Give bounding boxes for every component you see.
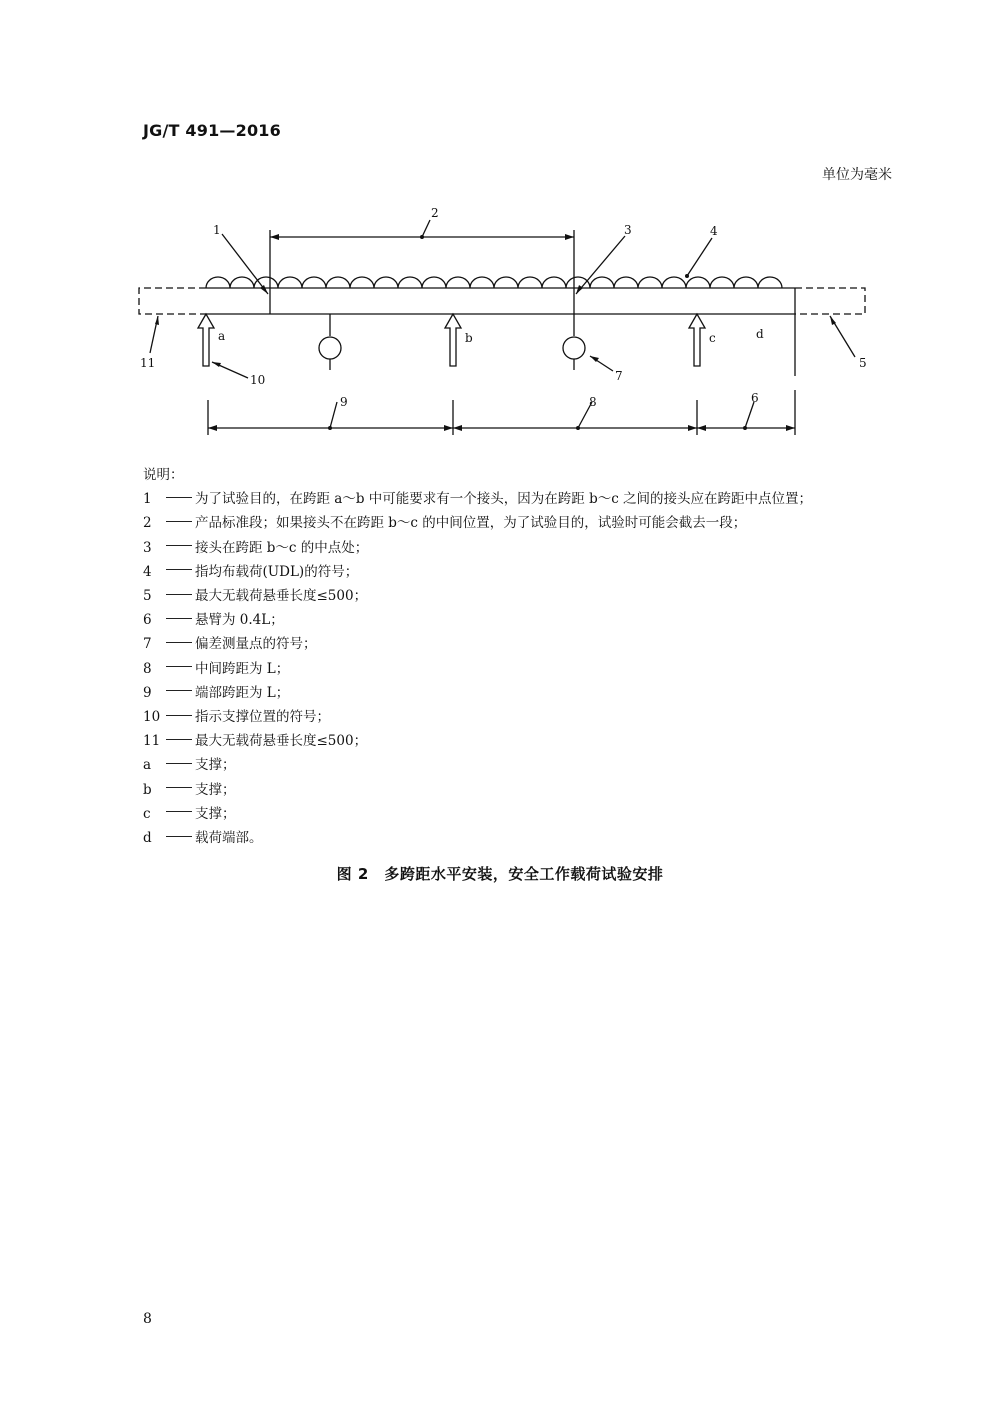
legend-item [143,826,812,850]
legend-text: 中间跨距为 L； [195,660,290,677]
figure-diagram [0,190,1000,440]
standard-code: JG/T 491—2016 [143,121,281,140]
callout-10: 10 [250,373,266,387]
legend-item [143,584,812,608]
legend-key: c [143,805,151,822]
legend-item [143,487,812,511]
udl-arc [518,277,542,288]
legend-dash [166,569,192,570]
legend-dash [166,811,192,812]
overhang-right [795,288,865,314]
legend-dash [166,739,192,740]
legend-key: 3 [143,539,152,556]
legend-text: 最大无载荷悬垂长度≤500； [195,733,368,750]
callout-6: 6 [751,391,759,405]
legend-item [143,778,812,802]
legend-item [143,681,812,705]
legend-text: 指均布载荷(UDL)的符号； [195,563,359,580]
legend-key: 10 [143,709,161,726]
legend-item [143,511,812,535]
legend-item [143,705,812,729]
legend-key: d [143,830,152,847]
udl-arc [470,277,494,288]
callout-1: 1 [213,223,221,237]
legend-text: 悬臂为 0.4L； [195,612,284,629]
legend-key: a [143,757,152,774]
legend-text: 支撑； [195,781,236,798]
udl-arc [254,277,278,288]
legend-dash [166,787,192,788]
udl-arc [446,277,470,288]
legend-text: 接头在跨距 b～c 的中点处； [195,539,369,556]
legend-text: 为了试验目的，在跨距 a～b 中可能要求有一个接头，因为在跨距 b～c 之间的接头应在跨距中点位置； [195,491,813,508]
callout-7: 7 [615,369,623,383]
legend-key: 6 [143,612,152,629]
legend-item [143,560,812,584]
legend-key: b [143,781,152,798]
legend-text: 最大无载荷悬垂长度≤500； [195,588,368,605]
legend-item [143,608,812,632]
udl-arc [422,277,446,288]
legend-key: 5 [143,588,152,605]
deflection-point-1 [319,337,341,359]
udl-symbols [206,277,782,288]
support-label-b: b [465,331,473,345]
legend-key: 2 [143,515,152,532]
legend-key: 4 [143,563,152,580]
legend-dash [166,545,192,546]
callout-9: 9 [340,395,348,409]
support-label-a: a [218,329,226,343]
udl-arc [302,277,326,288]
legend-dash [166,642,192,643]
callout-8: 8 [589,395,597,409]
udl-arc [350,277,374,288]
legend-list [143,487,812,850]
udl-arc [374,277,398,288]
support-b [445,314,461,366]
udl-arc [662,277,686,288]
udl-arc [614,277,638,288]
legend-item [143,657,812,681]
legend-item [143,729,812,753]
udl-arc [638,277,662,288]
legend-dash [166,690,192,691]
page-number: 8 [143,1311,152,1327]
legend-item [143,632,812,656]
callout-11: 11 [140,356,156,370]
callout-5: 5 [859,356,867,370]
legend-item [143,753,812,777]
legend-dash [166,594,192,595]
legend-title: 说明： [143,467,184,483]
legend-key: 7 [143,636,152,653]
legend-key: 8 [143,660,152,677]
support-label-d: d [756,327,764,341]
callout-4: 4 [710,224,718,238]
deflection-point-2 [563,337,585,359]
unit-note: 单位为毫米 [822,167,892,183]
legend-dash [166,836,192,837]
legend-dash [166,715,192,716]
udl-arc [758,277,782,288]
udl-arc [590,277,614,288]
udl-arc [326,277,350,288]
udl-arc [278,277,302,288]
legend-text: 产品标准段；如果接头不在跨距 b～c 的中间位置，为了试验目的，试验时可能会截去一段； [195,515,747,532]
legend-text: 偏差测量点的符号； [195,636,317,653]
udl-arc [686,277,710,288]
support-a [198,314,214,366]
legend-dash [166,666,192,667]
support-label-c: c [709,331,716,345]
udl-arc [494,277,518,288]
legend-text: 支撑； [195,805,236,822]
udl-arc [542,277,566,288]
udl-arc [710,277,734,288]
callout-2: 2 [431,206,439,220]
callout-3: 3 [624,223,632,237]
legend-item [143,802,812,826]
legend-dash [166,618,192,619]
legend-text: 指示支撑位置的符号； [195,709,330,726]
legend-text: 端部跨距为 L； [195,684,290,701]
legend-text: 载荷端部。 [195,830,263,847]
figure-caption: 图 2 多跨距水平安装，安全工作载荷试验安排 [336,865,664,883]
legend-dash [166,497,192,498]
udl-arc [398,277,422,288]
legend-dash [166,763,192,764]
legend-text: 支撑； [195,757,236,774]
legend-dash [166,521,192,522]
udl-arc [734,277,758,288]
legend-item [143,536,812,560]
legend-key: 9 [143,684,152,701]
udl-arc [206,277,230,288]
legend-key: 1 [143,491,152,508]
legend [143,463,812,850]
overhang-left [139,288,206,314]
legend-key: 11 [143,733,161,750]
udl-arc [230,277,254,288]
support-c [689,314,705,366]
